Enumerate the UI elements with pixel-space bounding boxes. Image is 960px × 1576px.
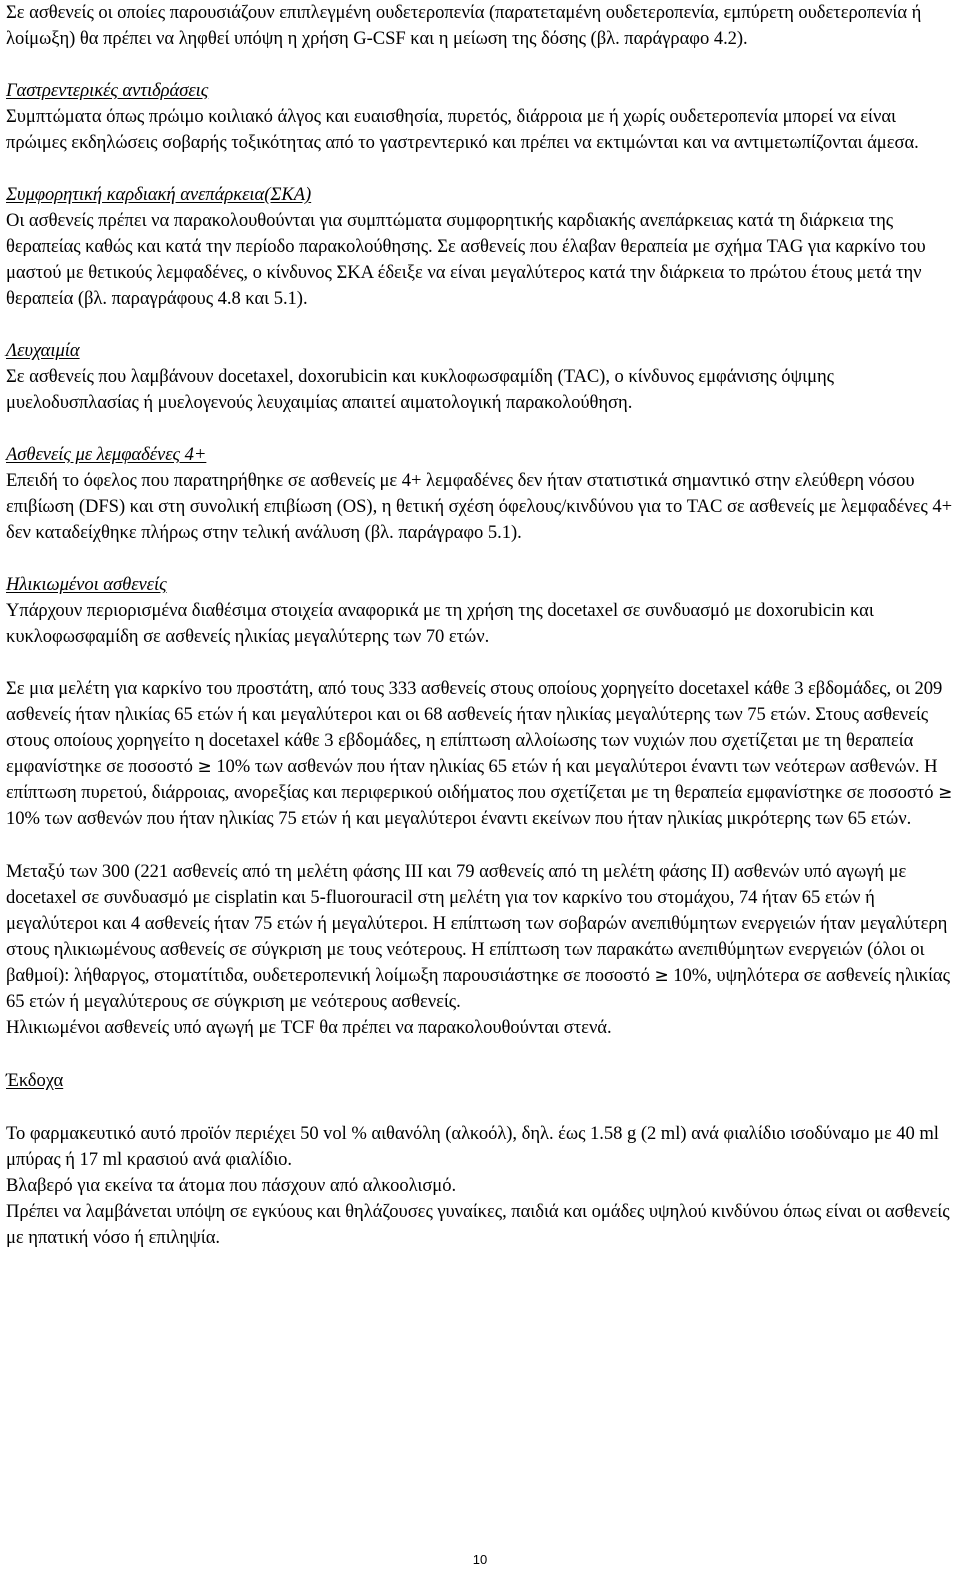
prostate-text-3: 10% των ασθενών που ήταν ηλικίας 75 ετών ή και μεγαλύτεροι έναντι εκείνων που ήταν ηλικίας μικρότερης των 65 ετών. <box>6 808 912 829</box>
leukemia-heading: Λευχαιμία <box>6 340 80 361</box>
gastric-text-2: 10%, υψηλότερα σε ασθενείς ηλικίας 65 ετών ή μεγαλύτερους σε σύγκριση με νεότερους ασθενείς. <box>6 965 950 1012</box>
elderly-heading: Ηλικιωμένοι ασθενείς <box>6 574 167 595</box>
gastric-text-1: Μεταξύ των 300 (221 ασθενείς από τη μελέτη φάσης III και 79 ασθενείς από τη μελέτη φάσης II) ασθενών υπό αγωγή με docetaxel σε συνδυασμό με cisplatin και 5-fluorouracil στη μελέτη για τον καρκίνο του στομάχου, 74 ήταν 65 ετών ή μεγαλύτεροι και 4 ασθενείς ήταν 75 ετών ή μεγαλύτεροι. Η επίπτωση των σοβαρών ανεπιθύμητων ενεργειών ήταν μεγαλύτερη στους ηλικιωμένους ασθενείς σε σύγκριση με τους νεότερους. Η επίπτωση των παρακάτω ανεπιθύμητων ενεργειών (όλοι οι βαθμοί): λήθαργος, στοματίτιδα, ουδετεροπενική λοίμωξη παρουσιάστηκε σε ποσοστό <box>6 861 948 986</box>
gastric-paragraph <box>6 859 954 1015</box>
tcf-paragraph: Ηλικιωμένοι ασθενείς υπό αγωγή με TCF θα πρέπει να παρακολουθούνται στενά. <box>6 1017 612 1038</box>
excipient-heading: Έκδοχα <box>6 1070 64 1091</box>
prostate-text-2: 10% των ασθενών που ήταν ηλικίας 65 ετών ή και μεγαλύτεροι έναντι των νεότερων ασθενών. Η επίπτωση πυρετού, διάρροιας, ανορεξίας και περιφερικού οιδήματος που σχετίζεται με τη θεραπεία εμφανίστηκε σε ποσοστό <box>6 756 938 803</box>
gastro-paragraph: Συμπτώματα όπως πρώιμο κοιλιακό άλγος και ευαισθησία, πυρετός, διάρροια με ή χωρίς ουδετεροπενία μπορεί να είναι πρώιμες εκδηλώσεις σοβαρής τοξικότητας από το γαστρεντερικό και πρέπει να εκτιμώνται και να αντιμετωπίζονται άμεσα. <box>6 106 919 153</box>
greater-equal-symbol: ≥ <box>938 783 953 803</box>
greater-equal-symbol: ≥ <box>197 757 212 777</box>
leukemia-paragraph: Σε ασθενείς που λαμβάνουν docetaxel, doxorubicin και κυκλοφωσφαμίδη (TAC), ο κίνδυνος εμφάνισης όψιμης μυελοδυσπλασίας ή μυελογενούς λευχαιμίας απαιτεί αιματολογική παρακολούθηση. <box>6 366 834 413</box>
gastro-heading: Γαστρεντερικές αντιδράσεις <box>6 80 209 101</box>
page-number: 10 <box>472 1552 488 1567</box>
nodes-heading: Ασθενείς με λεμφαδένες 4+ <box>6 444 207 465</box>
excipient-paragraph-2: Βλαβερό για εκείνα τα άτομα που πάσχουν από αλκοολισμό. <box>6 1175 457 1196</box>
heart-paragraph: Οι ασθενείς πρέπει να παρακολουθούνται για συμπτώματα συμφορητικής καρδιακής ανεπάρκειας κατά τη διάρκεια της θεραπείας καθώς και κατά την περίοδο παρακολούθησης. Σε ασθενείς που έλαβαν θεραπεία με σχήμα TAG για καρκίνο του μαστού με θετικούς λεμφαδένες, ο κίνδυνος ΣΚΑ έδειξε να είναι μεγαλύτερος κατά την διάρκεια το πρώτου έτους μετά την θεραπεία (βλ. παραγράφους 4.8 και 5.1). <box>6 210 926 309</box>
nodes-paragraph: Επειδή το όφελος που παρατηρήθηκε σε ασθενείς με 4+ λεμφαδένες δεν ήταν στατιστικά σημαντικό στην ελεύθερη νόσου επιβίωση (DFS) και στη συνολική επιβίωση (OS), η θετική σχέση όφελους/κινδύνου για το TAC σε ασθενείς με λεμφαδένες 4+ δεν καταδείχθηκε πλήρως στην τελική ανάλυση (βλ. παράγραφο 5.1). <box>6 470 953 543</box>
excipient-paragraph-3: Πρέπει να λαμβάνεται υπόψη σε εγκύους και θηλάζουσες γυναίκες, παιδιά και ομάδες υψηλού κινδύνου όπως είναι οι ασθενείς με ηπατική νόσο ή επιληψία. <box>6 1201 950 1248</box>
prostate-text-1: Σε μια μελέτη για καρκίνο του προστάτη, από τους 333 ασθενείς στους οποίους χορηγείτο docetaxel κάθε 3 εβδομάδες, οι 209 ασθενείς ήταν ηλικίας 65 ετών ή και μεγαλύτεροι και οι 68 ασθενείς ήταν ηλικίας μεγαλύτερης των 75 ετών. Στους ασθενείς στους οποίους χορηγείτο η docetaxel κάθε 3 εβδομάδες, η επίπτωση αλλοίωσης των νυχιών που σχετίζεται με τη θεραπεία εμφανίστηκε σε ποσοστό <box>6 678 943 777</box>
elderly-paragraph: Υπάρχουν περιορισμένα διαθέσιμα στοιχεία αναφορικά με τη χρήση της docetaxel σε συνδυασμό με doxorubicin και κυκλοφωσφαμίδη σε ασθενείς ηλικίας μεγαλύτερης των 70 ετών. <box>6 600 874 647</box>
prostate-paragraph <box>6 676 954 832</box>
document-page <box>6 0 954 1251</box>
excipient-paragraph-1: Το φαρμακευτικό αυτό προϊόν περιέχει 50 vol % αιθανόλη (αλκοόλ), δηλ. έως 1.58 g (2 ml) ανά φιαλίδιο ισοδύναμο με 40 ml μπύρας ή 17 ml κρασιού ανά φιαλίδιο. <box>6 1123 939 1170</box>
intro-paragraph: Σε ασθενείς οι οποίες παρουσιάζουν επιπλεγμένη ουδετεροπενία (παρατεταμένη ουδετεροπενία, εμπύρετη ουδετεροπενία ή λοίμωξη) θα πρέπει να ληφθεί υπόψη η χρήση G-CSF και η μείωση της δόσης (βλ. παράγραφο 4.2). <box>6 2 922 49</box>
heart-heading: Συμφορητική καρδιακή ανεπάρκεια(ΣΚΑ) <box>6 184 312 205</box>
greater-equal-symbol: ≥ <box>654 966 669 986</box>
